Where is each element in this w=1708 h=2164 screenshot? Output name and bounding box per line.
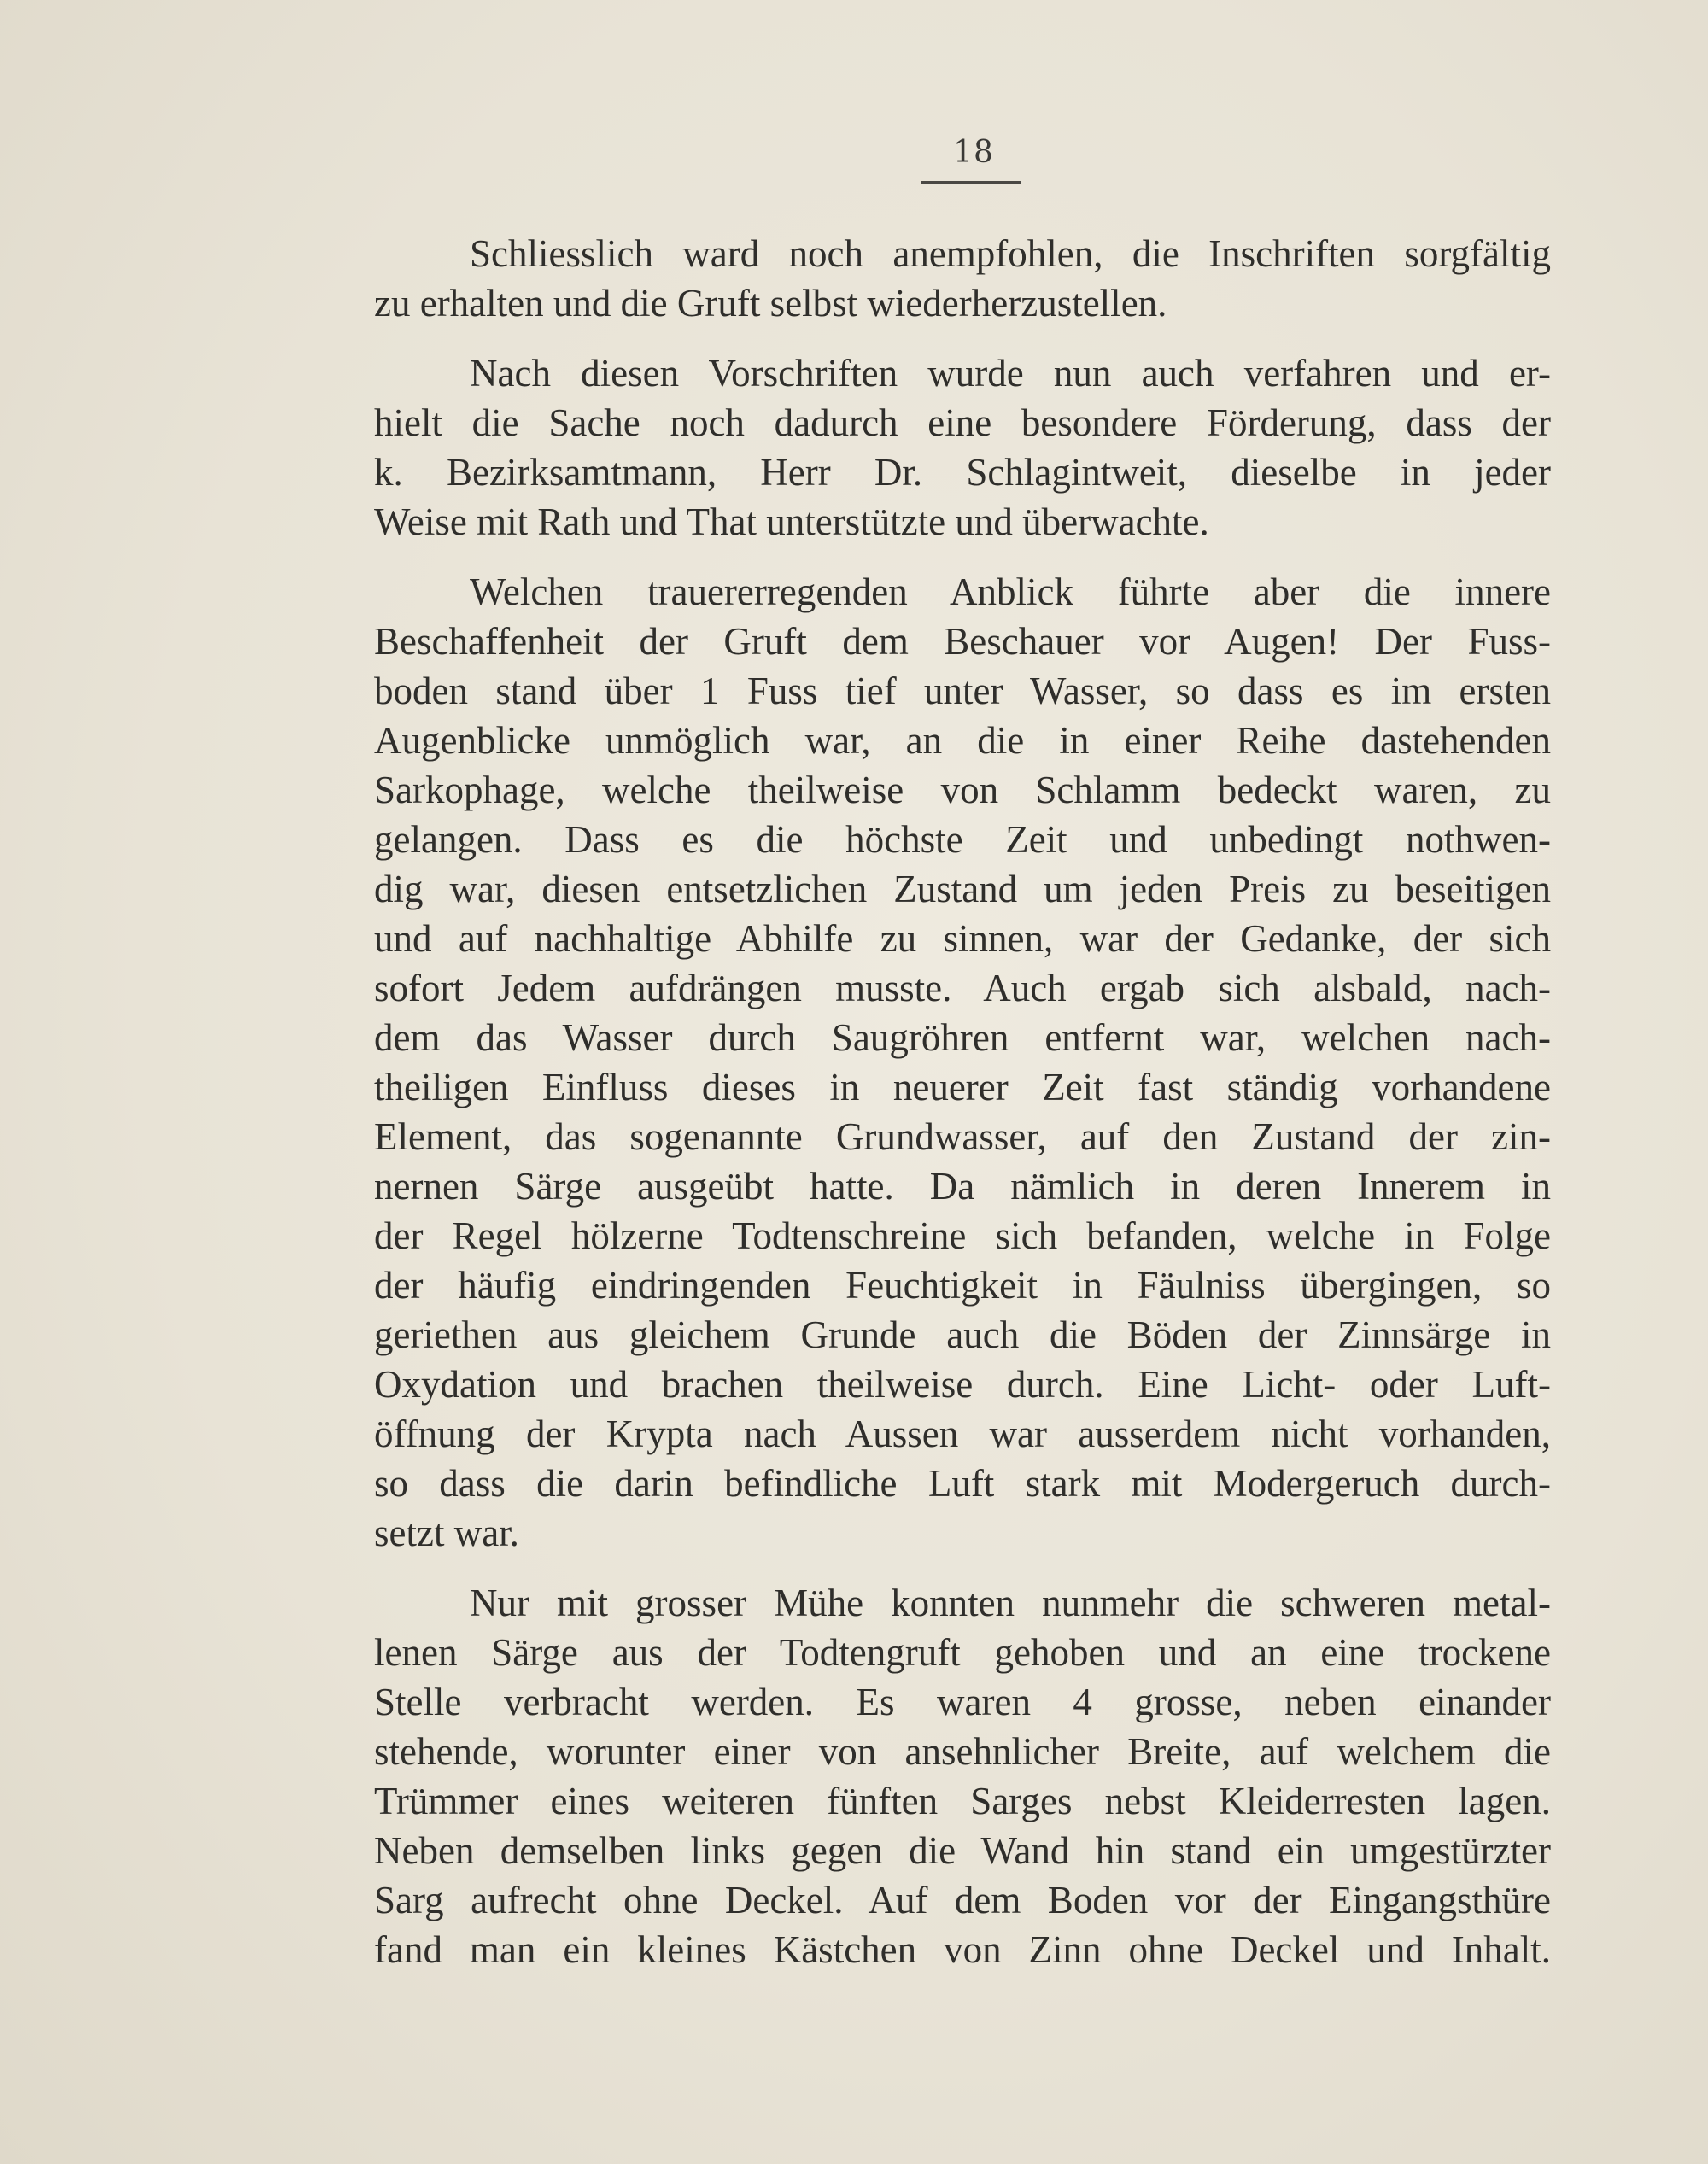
- text-line: dig war, diesen entsetzlichen Zustand um jeden Preis zu beseitigen: [374, 868, 1551, 910]
- text-line: hielt die Sache noch dadurch eine besondere Förderung, dass der: [374, 401, 1551, 444]
- text-line: sofort Jedem aufdrängen musste. Auch ergab sich alsbald, nach-: [374, 967, 1551, 1009]
- text-line: gelangen. Dass es die höchste Zeit und unbedingt nothwen-: [374, 818, 1551, 861]
- text-line: Neben demselben links gegen die Wand hin stand ein umgestürzter: [374, 1829, 1551, 1872]
- text-line: nernen Särge ausgeübt hatte. Da nämlich in deren Innerem in: [374, 1165, 1551, 1208]
- text-line: Sarg aufrecht ohne Deckel. Auf dem Boden vor der Eingangsthüre: [374, 1879, 1551, 1921]
- text-line: Element, das sogenannte Grundwasser, auf den Zustand der zin-: [374, 1115, 1551, 1158]
- text-line: Weise mit Rath und That unterstützte und überwachte.: [374, 500, 1209, 543]
- text-line: und auf nachhaltige Abhilfe zu sinnen, war der Gedanke, der sich: [374, 917, 1551, 960]
- text-line: öffnung der Krypta nach Aussen war ausserdem nicht vorhanden,: [374, 1412, 1551, 1455]
- text-line: dem das Wasser durch Saugröhren entfernt war, welchen nach-: [374, 1016, 1551, 1059]
- text-line: Schliesslich ward noch anempfohlen, die Inschriften sorgfältig: [470, 232, 1551, 275]
- paragraph: [374, 229, 1551, 328]
- page-number-rule: [921, 181, 1021, 184]
- text-line: so dass die darin befindliche Luft stark mit Modergeruch durch-: [374, 1462, 1551, 1505]
- text-line: boden stand über 1 Fuss tief unter Wasser, so dass es im ersten: [374, 670, 1551, 712]
- text-line: fand man ein kleines Kästchen von Zinn ohne Deckel und Inhalt.: [374, 1928, 1551, 1971]
- text-line: Nur mit grosser Mühe konnten nunmehr die schweren metal-: [470, 1582, 1551, 1624]
- page-number: 18: [953, 135, 994, 170]
- text-line: theiligen Einfluss dieses in neuerer Zeit fast ständig vorhandene: [374, 1066, 1551, 1108]
- text-line: Augenblicke unmöglich war, an die in einer Reihe dastehenden: [374, 719, 1551, 762]
- text-line: setzt war.: [374, 1512, 519, 1554]
- text-line: Trümmer eines weiteren fünften Sarges nebst Kleiderresten lagen.: [374, 1780, 1551, 1822]
- text-line: lenen Särge aus der Todtengruft gehoben und an eine trockene: [374, 1631, 1551, 1674]
- text-line: Welchen trauererregenden Anblick führte aber die innere: [470, 570, 1551, 613]
- text-line: geriethen aus gleichem Grunde auch die Böden der Zinnsärge in: [374, 1313, 1551, 1356]
- text-line: stehende, worunter einer von ansehnlicher Breite, auf welchem die: [374, 1730, 1551, 1773]
- paragraph: [374, 567, 1551, 1558]
- paragraph: [374, 1578, 1551, 1974]
- text-line: k. Bezirksamtmann, Herr Dr. Schlagintweit, dieselbe in jeder: [374, 451, 1551, 494]
- paragraph: [374, 348, 1551, 547]
- text-line: der häufig eindringenden Feuchtigkeit in Fäulniss übergingen, so: [374, 1264, 1551, 1307]
- text-line: Stelle verbracht werden. Es waren 4 grosse, neben einander: [374, 1681, 1551, 1723]
- text-line: Beschaffenheit der Gruft dem Beschauer vor Augen! Der Fuss-: [374, 620, 1551, 663]
- text-line: zu erhalten und die Gruft selbst wiederherzustellen.: [374, 282, 1167, 325]
- text-line: Sarkophage, welche theilweise von Schlamm bedeckt waren, zu: [374, 769, 1551, 811]
- text-line: Oxydation und brachen theilweise durch. Eine Licht- oder Luft-: [374, 1363, 1551, 1406]
- text-line: der Regel hölzerne Todtenschreine sich befanden, welche in Folge: [374, 1214, 1551, 1257]
- text-line: Nach diesen Vorschriften wurde nun auch verfahren und er-: [470, 352, 1551, 395]
- body-text: [374, 229, 1551, 1974]
